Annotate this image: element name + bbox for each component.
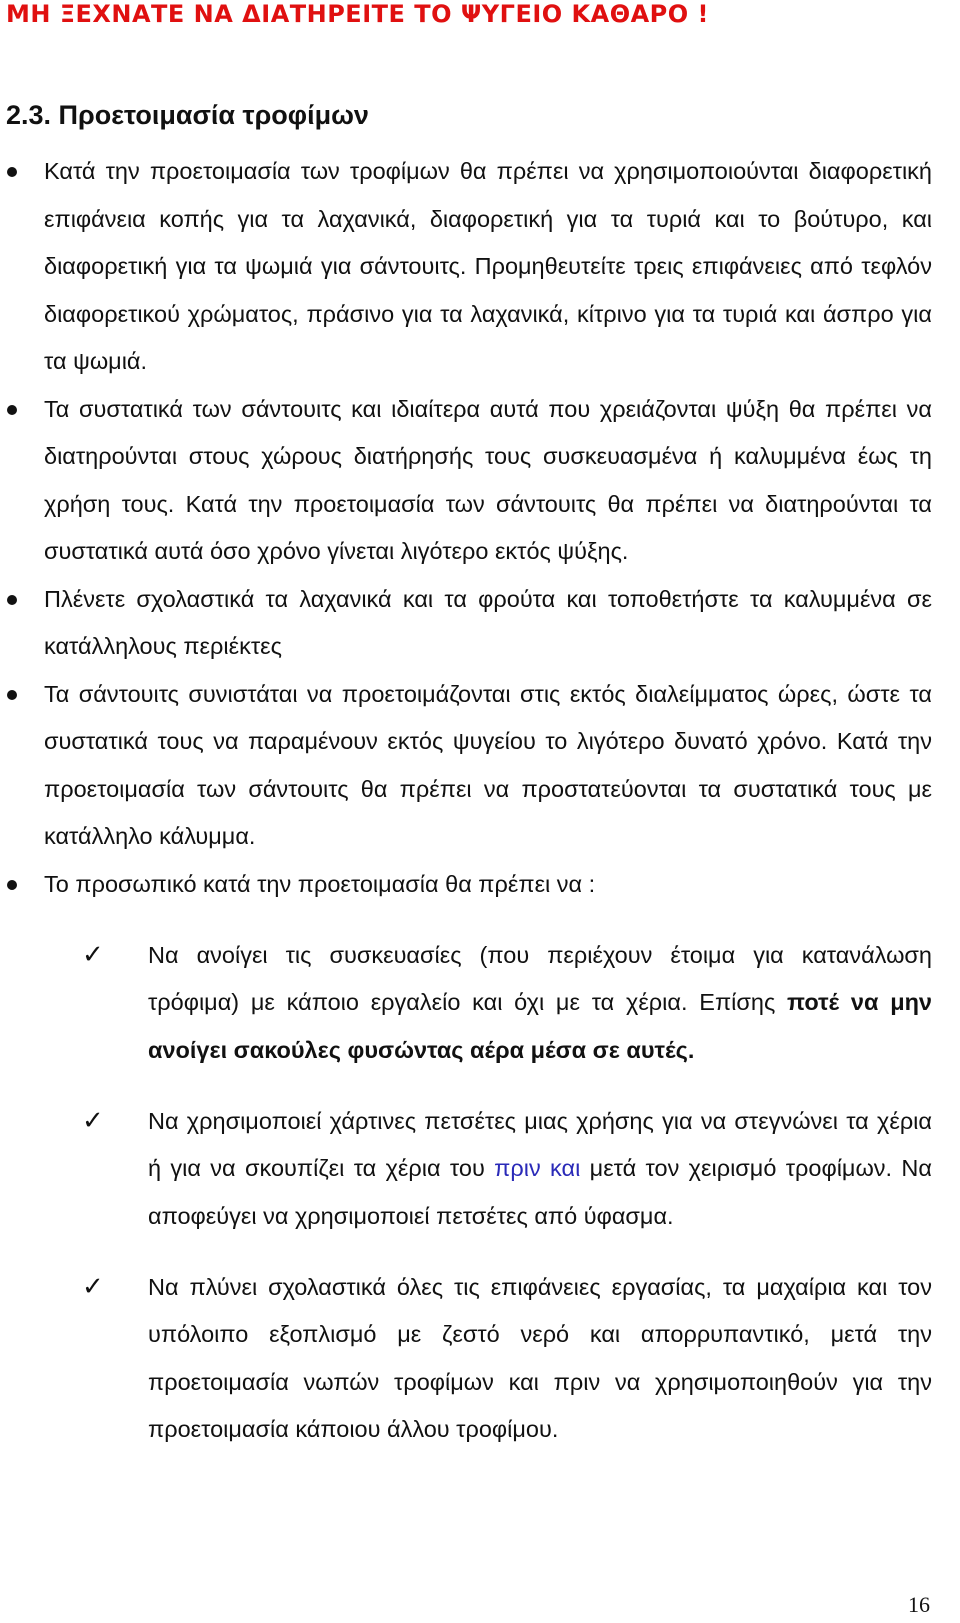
bullet-icon — [7, 405, 17, 415]
bullet-icon — [7, 595, 17, 605]
check-highlight-text: πριν και — [494, 1155, 581, 1181]
check-mark-icon: ✓ — [82, 1105, 104, 1136]
check-text: μετά τον χειρισμό τροφίμων. Να αποφεύγει να χρησιμοποιεί πετσέτες από ύφασμα. — [148, 1155, 932, 1229]
check-text: Να πλύνει σχολαστικά όλες τις επιφάνειες εργασίας, τα μαχαίρια και τον υπόλοιπο εξοπλισμό με ζεστό νερό και απορρυπαντικό, μετά την προετοιμασία νωπών τροφίμων και πριν να χρησιμοποιηθούν για την προετοιμασία κάποιου άλλου τροφίμου. — [148, 1273, 932, 1442]
bullet-text: Τα σάντουιτς συνιστάται να προετοιμάζονται στις εκτός διαλείμματος ώρες, ώστε τα συστατικά τους να παραμένουν εκτός ψυγείου το λιγότερο δυνατό χρόνο. Κατά την προετοιμασία των σάντουιτς θα πρέπει να προστατεύονται τα συστατικά τους με κατάλληλο κάλυμμα. — [44, 680, 932, 849]
bullet-item — [44, 861, 932, 909]
check-item — [82, 1264, 932, 1454]
check-mark-icon: ✓ — [82, 1271, 104, 1302]
check-item — [82, 1098, 932, 1241]
bullet-text: Το προσωπικό κατά την προετοιμασία θα πρέπει να : — [44, 870, 596, 897]
bullet-text: Τα συστατικά των σάντουιτς και ιδιαίτερα αυτά που χρειάζονται ψύξη θα πρέπει να διατηρούνται στους χώρους διατήρησής τους συσκευασμένα ή καλυμμένα έως τη χρήση τους. Κατά την προετοιμασία των σάντουιτς θα πρέπει να διατηρούνται τα συστατικά αυτά όσο χρόνο γίνεται λιγότερο εκτός ψύξης. — [44, 395, 932, 564]
bullet-icon — [7, 690, 17, 700]
document-body — [44, 148, 932, 1477]
check-text: Να χρησιμοποιεί χάρτινες πετσέτες μιας χρήσης για να στεγνώνει τα χέρια ή για να σκουπίζει τα χέρια του — [148, 1107, 932, 1181]
check-item — [82, 932, 932, 1075]
bullet-item — [44, 148, 932, 386]
bullet-item — [44, 386, 932, 576]
bullet-item — [44, 671, 932, 861]
check-mark-icon: ✓ — [82, 939, 104, 970]
bullet-text: Πλένετε σχολαστικά τα λαχανικά και τα φρούτα και τοποθετήστε τα καλυμμένα σε κατάλληλους περιέκτες — [44, 585, 932, 659]
bullet-item — [44, 576, 932, 671]
section-heading: 2.3. Προετοιμασία τροφίμων — [6, 100, 369, 130]
page-number: 16 — [908, 1592, 930, 1617]
check-text: Να ανοίγει τις συσκευασίες (που περιέχουν έτοιμα για κατανάλωση τρόφιμα) με κάποιο εργαλείο και όχι με τα χέρια. Επίσης — [148, 941, 932, 1015]
bullet-icon — [7, 167, 17, 177]
bullet-icon — [7, 880, 17, 890]
check-bold-text: ποτέ να μην ανοίγει σακούλες φυσώντας αέρα μέσα σε αυτές. — [148, 989, 932, 1063]
bullet-text: Κατά την προετοιμασία των τροφίμων θα πρέπει να χρησιμοποιούνται διαφορετική επιφάνεια κοπής για τα λαχανικά, διαφορετική για τα τυριά και το βούτυρο, και διαφορετική για τα ψωμιά για σάντουιτς. Προμηθευτείτε τρεις επιφάνειες από τεφλόν διαφορετικού χρώματος, πράσινο για τα λαχανικά, κίτρινο για τα τυριά και άσπρο για τα ψωμιά. — [44, 158, 932, 374]
warning-banner: ΜΗ ΞΕΧΝΑΤΕ ΝΑ ΔΙΑΤΗΡΕΙΤΕ ΤΟ ΨΥΓΕΙΟ ΚΑΘΑΡΟ ! — [6, 0, 709, 28]
